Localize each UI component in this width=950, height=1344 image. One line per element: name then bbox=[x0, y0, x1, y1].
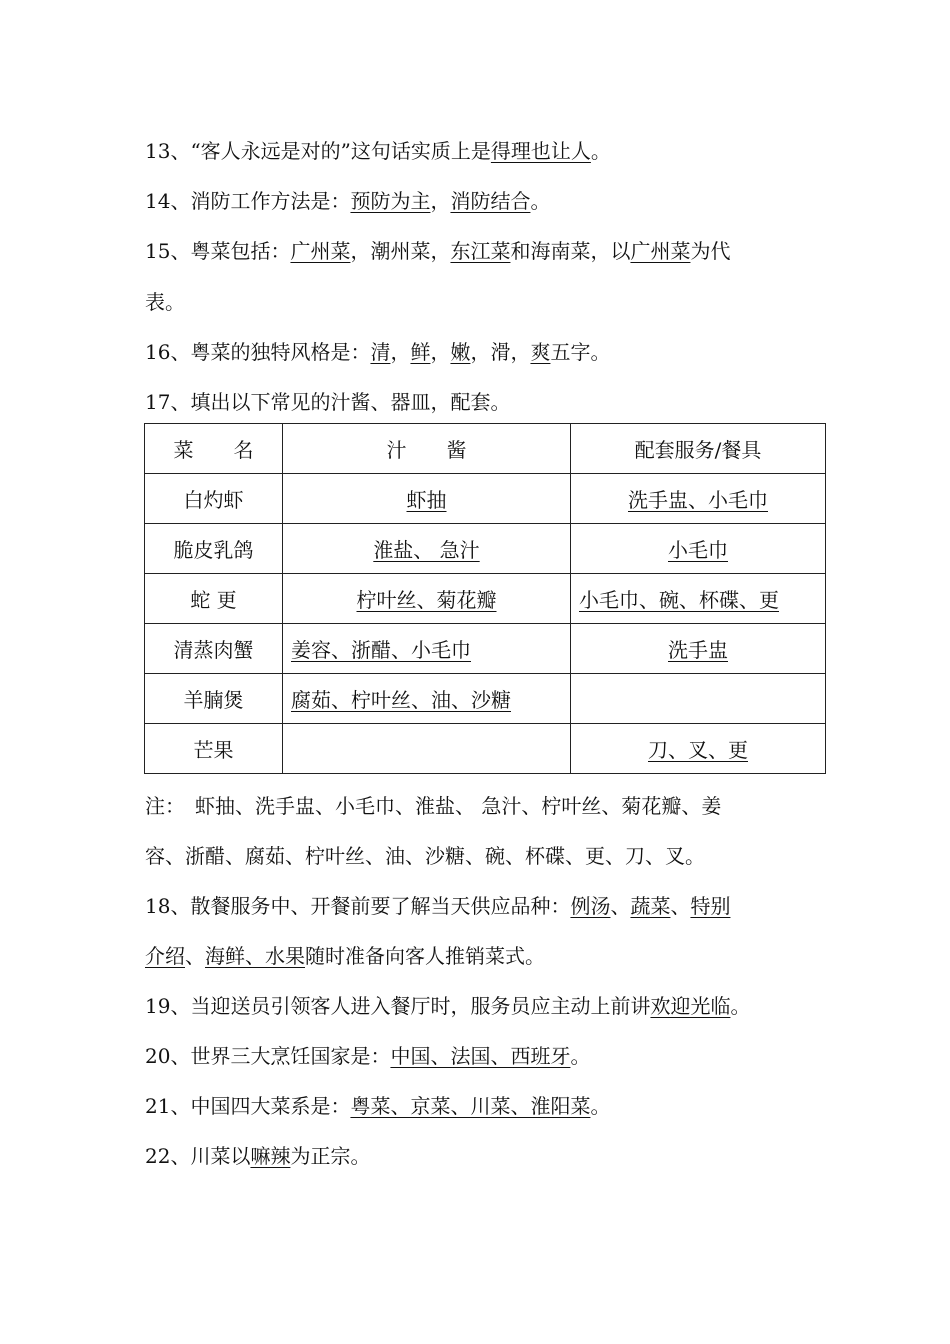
header-sauce: 汁 酱 bbox=[283, 424, 571, 474]
sauce-cell bbox=[283, 624, 571, 674]
q14-answer-2: 消防结合 bbox=[450, 189, 531, 213]
question-15 bbox=[145, 238, 730, 264]
service-value: 洗手盅、小毛巾 bbox=[628, 488, 768, 512]
q15-mid-2: 和海南菜，以 bbox=[510, 239, 631, 263]
table-row bbox=[145, 624, 826, 674]
dish-cell: 羊腩煲 bbox=[145, 674, 283, 724]
sauce-value: 腐茹、柠叶丝、油、沙糖 bbox=[291, 688, 511, 712]
q14-sep: ， bbox=[430, 189, 451, 213]
q22-text: 22、川菜以 bbox=[145, 1144, 251, 1168]
note-text-2: 容、浙醋、腐茹、柠叶丝、油、沙糖、碗、杯碟、更、刀、叉。 bbox=[145, 844, 705, 868]
q16-sep-2: ， bbox=[430, 340, 451, 364]
q18-end: 随时准备向客人推销菜式。 bbox=[305, 944, 545, 968]
question-16 bbox=[145, 339, 610, 365]
service-cell bbox=[571, 574, 826, 624]
q21-text: 21、中国四大菜系是： bbox=[145, 1094, 351, 1118]
service-value: 小毛巾 bbox=[668, 538, 728, 562]
question-18-cont bbox=[145, 943, 545, 969]
q14-end: 。 bbox=[530, 189, 551, 213]
service-value: 洗手盅 bbox=[668, 638, 728, 662]
q13-text: 13、“客人永远是对的”这句话实质上是 bbox=[145, 139, 491, 163]
q15-line2: 表。 bbox=[145, 290, 185, 314]
q22-answer: 嘛辣 bbox=[250, 1144, 291, 1168]
q15-end: 为代 bbox=[690, 239, 731, 263]
question-17 bbox=[145, 389, 510, 415]
q16-end: 五字。 bbox=[550, 340, 611, 364]
table-row bbox=[145, 724, 826, 774]
q17-text: 17、填出以下常见的汁酱、器皿，配套。 bbox=[145, 390, 511, 414]
table-header-row bbox=[145, 424, 826, 474]
sauce-cell bbox=[283, 724, 571, 774]
q16-answer-2: 鲜 bbox=[410, 340, 431, 364]
sauce-cell bbox=[283, 474, 571, 524]
dish-cell: 白灼虾 bbox=[145, 474, 283, 524]
header-service: 配套服务/餐具 bbox=[571, 424, 826, 474]
service-cell bbox=[571, 624, 826, 674]
q16-answer-1: 清 bbox=[370, 340, 391, 364]
q16-text: 16、粤菜的独特风格是： bbox=[145, 340, 371, 364]
q18-answer-2: 蔬菜 bbox=[630, 894, 671, 918]
sauce-value: 淮盐、 急汁 bbox=[373, 538, 480, 562]
q16-sep-3: ，滑， bbox=[470, 340, 531, 364]
q13-end: 。 bbox=[590, 139, 611, 163]
sauce-cell bbox=[283, 574, 571, 624]
q18-sep-2: 、 bbox=[670, 894, 691, 918]
q18-sep-1: 、 bbox=[610, 894, 631, 918]
sauce-value: 虾抽 bbox=[406, 488, 447, 512]
sauce-cell bbox=[283, 674, 571, 724]
question-15-cont bbox=[145, 289, 185, 315]
service-cell bbox=[571, 674, 826, 724]
q18-answer-4: 海鲜、水果 bbox=[205, 944, 305, 968]
q18-answer-1: 例汤 bbox=[570, 894, 611, 918]
q21-end: 。 bbox=[590, 1094, 611, 1118]
service-cell bbox=[571, 524, 826, 574]
table-row bbox=[145, 524, 826, 574]
question-14 bbox=[145, 188, 550, 214]
dish-cell: 芒果 bbox=[145, 724, 283, 774]
service-cell bbox=[571, 724, 826, 774]
dish-cell: 脆皮乳鸽 bbox=[145, 524, 283, 574]
q20-text: 20、世界三大烹饪国家是： bbox=[145, 1044, 391, 1068]
sauce-value: 柠叶丝、菊花瓣 bbox=[356, 588, 497, 612]
q19-answer: 欢迎光临 bbox=[650, 994, 731, 1018]
q21-answer: 粤菜、京菜、川菜、淮阳菜 bbox=[350, 1094, 591, 1118]
question-20 bbox=[145, 1043, 590, 1069]
note-line-2 bbox=[145, 843, 705, 869]
dish-cell: 蛇 更 bbox=[145, 574, 283, 624]
question-13 bbox=[145, 138, 611, 164]
q16-answer-4: 爽 bbox=[530, 340, 551, 364]
question-21 bbox=[145, 1093, 610, 1119]
q16-answer-3: 嫩 bbox=[450, 340, 471, 364]
q15-mid-1: ，潮州菜， bbox=[350, 239, 451, 263]
table-row bbox=[145, 574, 826, 624]
question-22 bbox=[145, 1143, 370, 1169]
question-19 bbox=[145, 993, 750, 1019]
service-value: 小毛巾、碗、杯碟、更 bbox=[579, 588, 779, 612]
q19-text: 19、当迎送员引领客人进入餐厅时，服务员应主动上前讲 bbox=[145, 994, 651, 1018]
q15-answer-1: 广州菜 bbox=[290, 239, 351, 263]
header-dish: 菜 名 bbox=[145, 424, 283, 474]
table-row bbox=[145, 674, 826, 724]
question-18 bbox=[145, 893, 730, 919]
q16-sep-1: ， bbox=[390, 340, 411, 364]
service-value: 刀、叉、更 bbox=[648, 738, 748, 762]
sauce-value: 姜容、浙醋、小毛巾 bbox=[291, 638, 471, 662]
dish-cell: 清蒸肉蟹 bbox=[145, 624, 283, 674]
table-row bbox=[145, 474, 826, 524]
sauce-cell bbox=[283, 524, 571, 574]
note-text-1: 注： 虾抽、洗手盅、小毛巾、淮盐、 急汁、柠叶丝、菊花瓣、姜 bbox=[145, 794, 722, 818]
q22-end: 为正宗。 bbox=[290, 1144, 371, 1168]
service-cell bbox=[571, 474, 826, 524]
note-line-1 bbox=[145, 793, 721, 819]
q20-answer: 中国、法国、西班牙 bbox=[390, 1044, 571, 1068]
q18-text: 18、散餐服务中、开餐前要了解当天供应品种： bbox=[145, 894, 571, 918]
q18-answer-3b: 介绍 bbox=[145, 944, 185, 968]
q19-end: 。 bbox=[730, 994, 751, 1018]
q20-end: 。 bbox=[570, 1044, 591, 1068]
q14-text: 14、消防工作方法是： bbox=[145, 189, 351, 213]
q13-answer: 得理也让人 bbox=[490, 139, 591, 163]
q14-answer-1: 预防为主 bbox=[350, 189, 431, 213]
q15-answer-3: 广州菜 bbox=[630, 239, 691, 263]
q15-text: 15、粤菜包括： bbox=[145, 239, 291, 263]
sauce-table bbox=[144, 423, 826, 774]
q18-answer-3a: 特别 bbox=[690, 894, 731, 918]
q18-sep-3: 、 bbox=[185, 944, 205, 968]
q15-answer-2: 东江菜 bbox=[450, 239, 511, 263]
